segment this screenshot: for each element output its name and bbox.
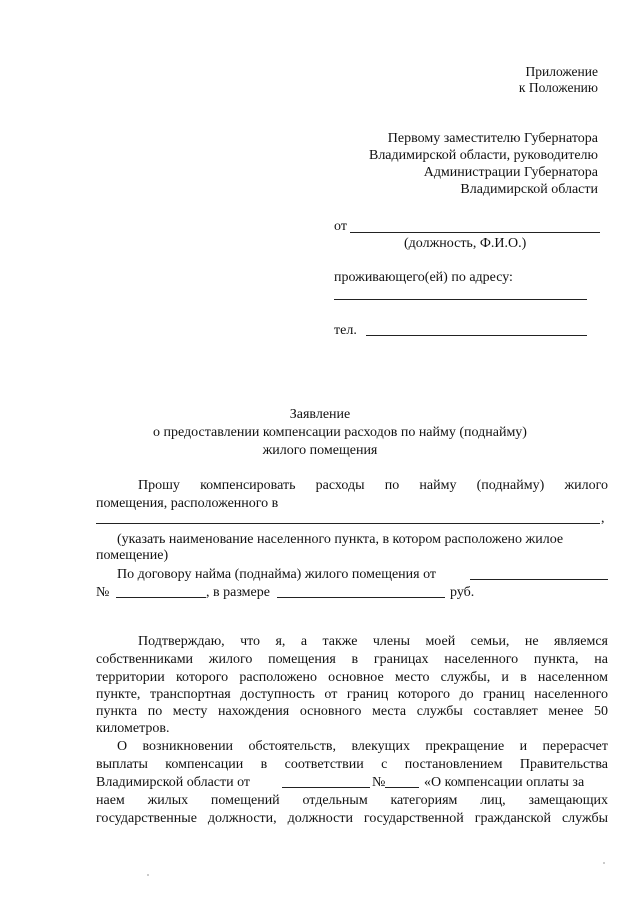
from-name-field[interactable] — [350, 232, 600, 233]
title-line-2: о предоставлении компенсации расходов по найму (поднайму) — [153, 425, 527, 440]
appendix-line-2: к Положению — [518, 80, 598, 95]
address-field[interactable] — [334, 299, 587, 300]
p1-line-1: Прошу компенсировать расходы по найму (поднайму) жилого — [138, 478, 608, 493]
p4-line-3b: № — [372, 775, 386, 790]
p3-line-1: Подтверждаю, что я, а также члены моей семьи, не являемся — [138, 634, 608, 649]
p4-line-1: О возникновении обстоятельств, влекущих прекращение и перерасчет — [117, 739, 608, 754]
p4-line-4: наем жилых помещений отдельным категориям лиц, замещающих — [96, 793, 608, 808]
phone-label: тел. — [334, 323, 357, 338]
p3-line-5: пункта по месту нахождения основного места службы составляет менее 50 — [96, 704, 608, 719]
p4-line-2: выплаты компенсации в соответствии с постановлением Правительства — [96, 757, 608, 772]
phone-field[interactable] — [366, 335, 587, 336]
scan-speck — [603, 862, 605, 864]
title-line-1: Заявление — [289, 407, 351, 422]
p1-hint-line-2: помещение) — [96, 548, 169, 563]
decree-date-field[interactable] — [282, 787, 370, 788]
p3-line-4: пункте, транспортная доступность от границ которого до границ населенного — [96, 687, 608, 702]
p3-line-2: собственниками жилого помещения в границах населенного пункта, на — [96, 652, 608, 667]
p2-rub-label: руб. — [450, 585, 475, 600]
p3-line-6: километров. — [96, 721, 170, 736]
p3-line-3: территории которого расположено основное место службы, и в населенном — [96, 670, 608, 685]
p1-comma: , — [601, 511, 605, 526]
residing-label: проживающего(ей) по адресу: — [334, 270, 513, 285]
addressee-line-1: Первому заместителю Губернатора — [387, 131, 598, 146]
decree-number-field[interactable] — [385, 787, 419, 788]
amount-field[interactable] — [277, 597, 445, 598]
from-caption: (должность, Ф.И.О.) — [404, 236, 527, 251]
appendix-line-1: Приложение — [525, 64, 598, 79]
p4-line-3c: «О компенсации оплаты за — [424, 775, 585, 790]
addressee-line-3: Администрации Губернатора — [423, 165, 598, 180]
location-field[interactable] — [96, 523, 600, 524]
p2-line-1: По договору найма (поднайма) жилого помещения от — [117, 567, 437, 582]
p1-line-2: помещения, расположенного в — [96, 496, 279, 511]
addressee-line-4: Владимирской области — [460, 182, 598, 197]
p1-hint-line-1: (указать наименование населенного пункта, в котором расположено жилое — [117, 532, 564, 547]
scan-speck — [147, 874, 149, 876]
contract-number-field[interactable] — [116, 597, 206, 598]
from-label: от — [334, 219, 347, 234]
title-line-3: жилого помещения — [262, 443, 378, 458]
p2-num-label: № — [96, 585, 110, 600]
addressee-line-2: Владимирской области, руководителю — [368, 148, 598, 163]
p4-line-5: государственные должности, должности государственной гражданской службы — [96, 811, 608, 826]
p2-amount-label: , в размере — [206, 585, 270, 600]
contract-date-field[interactable] — [470, 579, 608, 580]
p4-line-3a: Владимирской области от — [96, 775, 251, 790]
